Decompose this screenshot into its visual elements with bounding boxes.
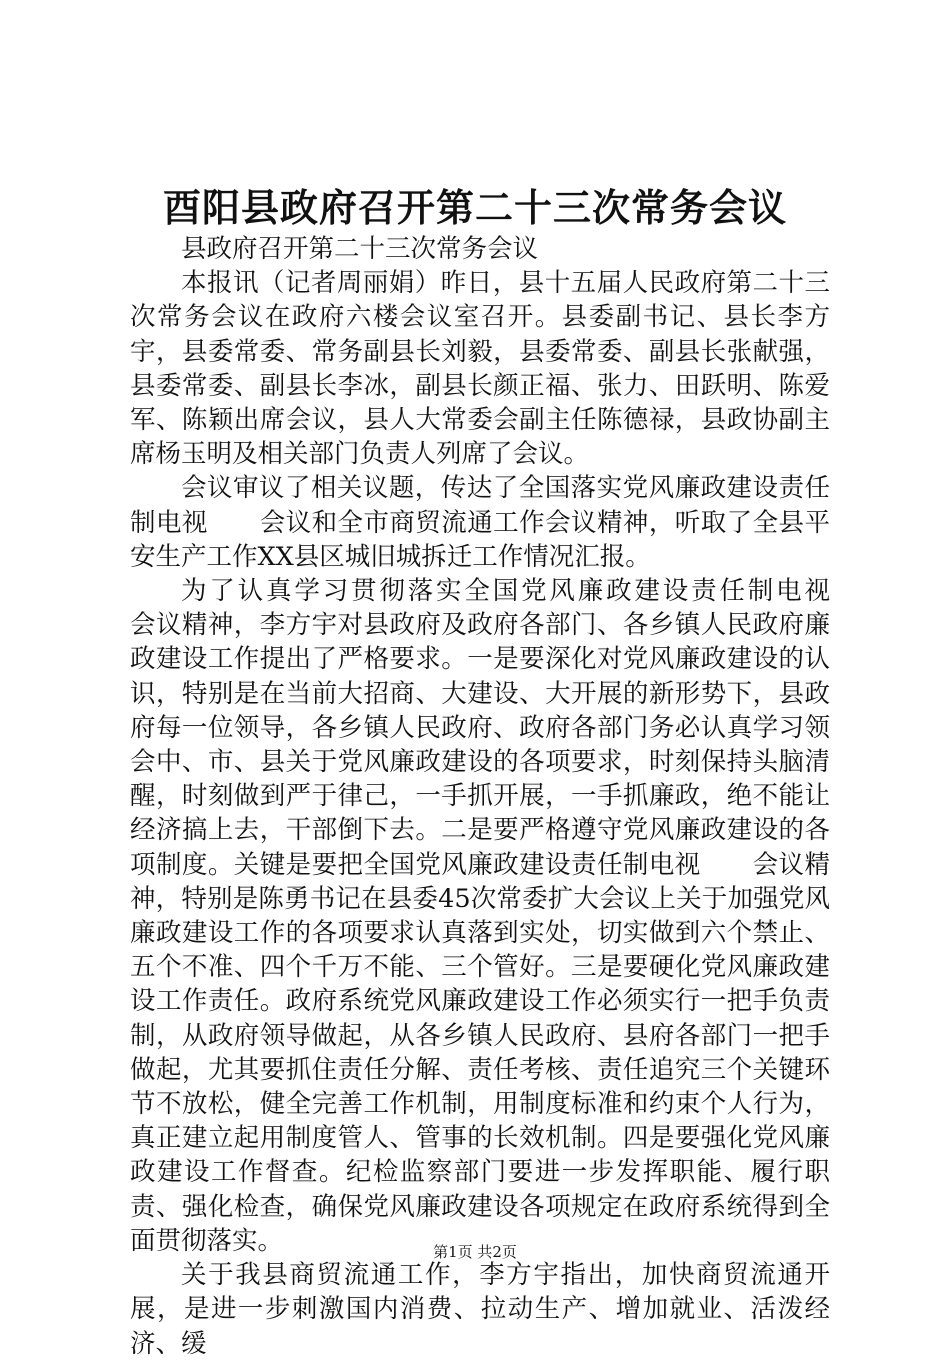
paragraph: 会议审议了相关议题，传达了全国落实党风廉政建设责任制电视 会议和全市商贸流通工作会议精神，听取了全县平安生产工作XX县区城旧城拆迁工作情况汇报。 (130, 473, 830, 572)
paragraph: 为了认真学习贯彻落实全国党风廉政建设责任制电视 会议精神，李方宇对县政府及政府各部门、各乡镇人民政府廉政建设工作提出了严格要求。一是要深化对党风廉政建设的认识，特别是在当前大招商、大建设、大开展的新形势下，县政府每一位领导，各乡镇人民政府、政府各部门务必认真学习领会中、市、县关于党风廉政建设的各项要求，时刻保持头脑清醒，时刻做到严于律己，一手抓开展，一手抓廉政，绝不能让经济搞上去，干部倒下去。二是要严格遵守党风廉政建设的各项制度。关键是要把全国党风廉政建设责任制电视 会议精神，特别是陈勇书记在县委45次常委扩大会议上关于加强党风廉政建设工作的各项要求认真落到实处，切实做到六个禁止、五个不准、四个千万不能、三个管好。三是要硬化党风廉政建设工作责任。政府系统党风廉政建设工作必须实行一把手负责制，从政府领导做起，从各乡镇人民政府、县府各部门一把手做起，尤其要抓住责任分解、责任考核、责任追究三个关键环节不放松，健全完善工作机制，用制度标准和约束个人行为，真正建立起用制度管人、管事的长效机制。四是要强化党风廉政建设工作督查。纪检监察部门要进一步发挥职能、履行职责、强化检查，确保党风廉政建设各项规定在政府系统得到全面贯彻落实。 (130, 576, 882, 1256)
paragraph: 关于我县商贸流通工作，李方宇指出，加快商贸流通开展，是进一步刺激国内消费、拉动生产、增加就业、活泼经济、缓 (130, 1260, 830, 1359)
paragraph-subtitle: 县政府召开第二十三次常务会议 (181, 234, 539, 264)
document-title: 酉阳县政府召开第二十三次常务会议 (162, 185, 787, 230)
document-body (130, 232, 882, 1361)
paragraph: 本报讯（记者周丽娟）昨日，县十五届人民政府第二十三次常务会议在政府六楼会议室召开。县委副书记、县长李方宇，县委常委、常务副县长刘毅，县委常委、副县长张献强，县委常委、副县长李冰，副县长颜正福、张力、田跃明、陈爱军、陈颖出席会议，县人大常委会副主任陈德禄，县政协副主席杨玉明及相关部门负责人列席了会议。 (130, 268, 830, 470)
page-number-footer: 第1页 共2页 (433, 1243, 517, 1261)
